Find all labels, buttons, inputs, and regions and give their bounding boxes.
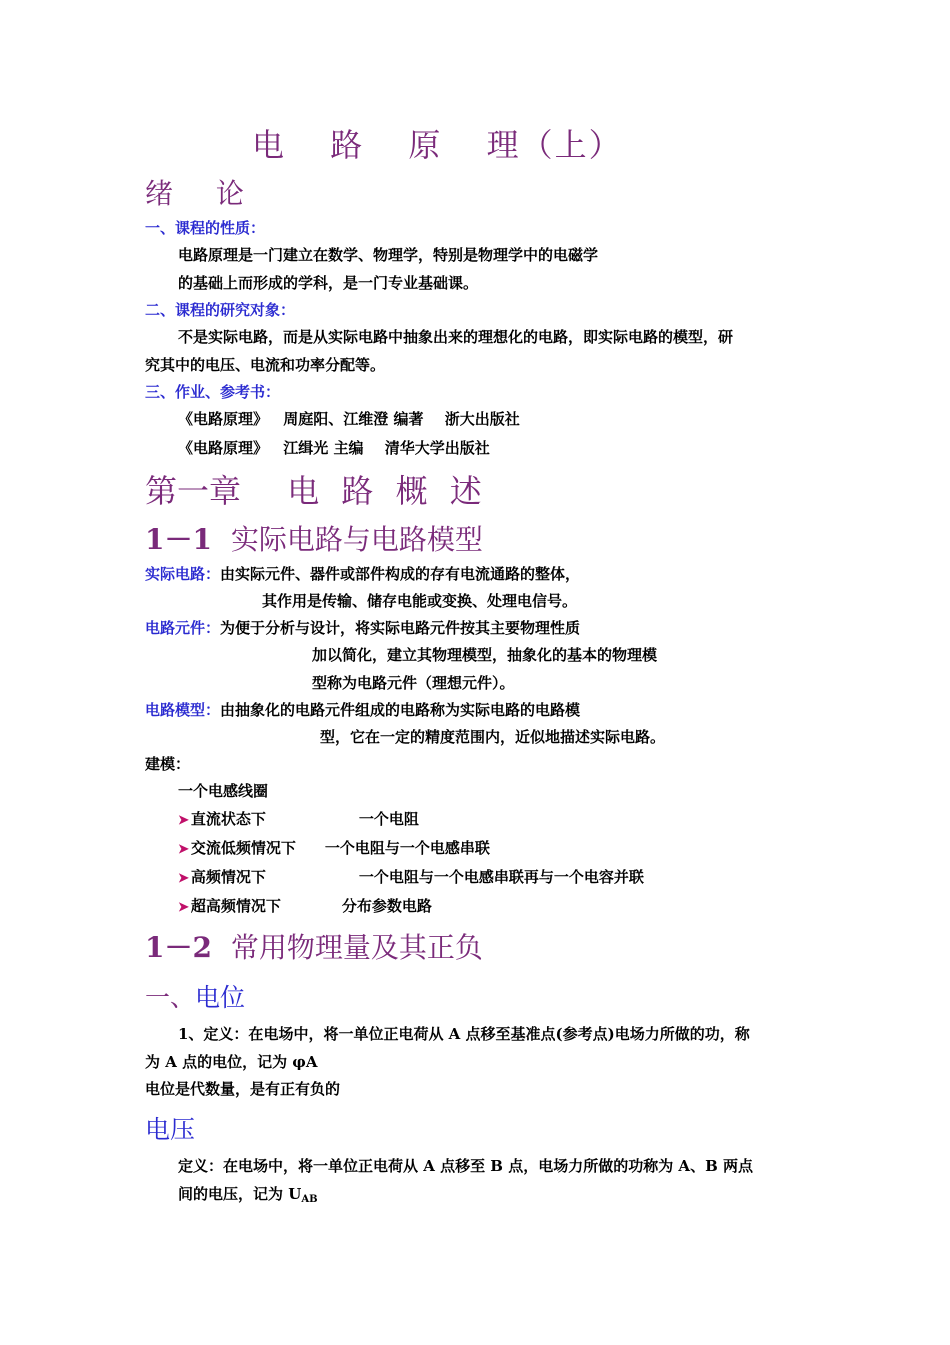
course-nature-line-1: 电路原理是一门建立在数学、物理学，特别是物理学中的电磁学 bbox=[178, 246, 599, 264]
document-title bbox=[252, 120, 623, 166]
intro-char-1: 绪 bbox=[145, 177, 174, 210]
potential-def-line-2: 为 A 点的电位，记为 φA bbox=[145, 1053, 318, 1071]
chapter-1-prefix: 第一章 bbox=[145, 472, 242, 510]
modeling-item-cond: 直流状态下 bbox=[190, 810, 266, 828]
modeling-label: 建模： bbox=[145, 755, 191, 773]
arrow-bullet-icon: ➤ bbox=[178, 871, 189, 886]
circuit-model-line-2: 型，它在一定的精度范围内，近似地描述实际电路。 bbox=[320, 728, 666, 746]
intro-char-2: 论 bbox=[215, 177, 244, 210]
modeling-item-result: 一个电阻 bbox=[358, 810, 419, 828]
modeling-item bbox=[178, 896, 432, 918]
modeling-item-cond: 超高频情况下 bbox=[190, 897, 281, 915]
circuit-model-def bbox=[145, 700, 580, 720]
real-circuit-def bbox=[145, 564, 580, 584]
modeling-item-cond: 交流低频情况下 bbox=[190, 839, 296, 857]
course-nature-heading: 一、课程的性质： bbox=[145, 219, 266, 237]
section-1-1-title: 实际电路与电路模型 bbox=[230, 523, 483, 556]
modeling-item-result: 一个电阻与一个电感串联 bbox=[324, 839, 490, 857]
title-char-3: 原 bbox=[408, 126, 443, 164]
course-nature-line-2: 的基础上而形成的学科，是一门专业基础课。 bbox=[178, 274, 479, 292]
modeling-item-result: 一个电阻与一个电感串联再与一个电容并联 bbox=[358, 868, 644, 886]
modeling-item-result: 分布参数电路 bbox=[341, 897, 432, 915]
references-heading: 三、作业、参考书： bbox=[145, 383, 281, 401]
circuit-element-def bbox=[145, 618, 580, 638]
book-2-publisher: 清华大学出版社 bbox=[384, 439, 490, 457]
book-2-name: 《电路原理》 bbox=[178, 439, 269, 457]
arrow-bullet-icon: ➤ bbox=[178, 842, 189, 857]
circuit-model-label: 电路模型： bbox=[145, 701, 221, 719]
voltage-subscript: AB bbox=[301, 1194, 318, 1205]
book-2-author: 江缉光 主编 bbox=[283, 439, 364, 457]
chapter-1-word-2: 路 bbox=[341, 472, 374, 510]
chapter-1-word-3: 概 bbox=[395, 472, 428, 510]
chapter-1-word-4: 述 bbox=[449, 472, 482, 510]
title-char-2: 路 bbox=[330, 126, 365, 164]
potential-def-line-1: 1、定义：在电场中，将一单位正电荷从 A 点移至基准点(参考点)电场力所做的功，称 bbox=[178, 1025, 750, 1043]
section-1-1-number: 1－1 bbox=[145, 523, 212, 556]
reference-book-2 bbox=[178, 438, 490, 458]
voltage-def-line-2 bbox=[178, 1184, 318, 1210]
research-object-heading: 二、课程的研究对象： bbox=[145, 301, 296, 319]
voltage-def-line-1: 定义：在电场中，将一单位正电荷从 A 点移至 B 点，电场力所做的功称为 A、B 两点 bbox=[178, 1157, 753, 1175]
section-1-1-heading bbox=[145, 518, 483, 558]
modeling-item bbox=[178, 809, 419, 831]
title-char-1: 电 bbox=[252, 126, 287, 164]
potential-note: 电位是代数量，是有正有负的 bbox=[145, 1080, 341, 1098]
book-1-author: 周庭阳、江维澄 编著 bbox=[283, 410, 424, 428]
arrow-bullet-icon: ➤ bbox=[178, 813, 189, 828]
voltage-def-line-2-text: 间的电压，记为 U bbox=[178, 1185, 302, 1203]
modeling-item bbox=[178, 838, 490, 860]
real-circuit-line-1: 由实际元件、器件或部件构成的存有电流通路的整体， bbox=[220, 565, 581, 583]
reference-book-1 bbox=[178, 409, 520, 429]
real-circuit-line-2: 其作用是传输、储存电能或变换、处理电信号。 bbox=[262, 592, 578, 610]
circuit-element-line-1: 为便于分析与设计，将实际电路元件按其主要物理性质 bbox=[220, 619, 581, 637]
book-1-name: 《电路原理》 bbox=[178, 410, 269, 428]
circuit-model-line-1: 由抽象化的电路元件组成的电路称为实际电路的电路模 bbox=[220, 701, 581, 719]
modeling-item bbox=[178, 867, 644, 889]
section-1-2-number: 1－2 bbox=[145, 931, 212, 964]
modeling-item-cond: 高频情况下 bbox=[190, 868, 266, 886]
section-1-2-heading bbox=[145, 926, 483, 966]
modeling-subject: 一个电感线圈 bbox=[178, 782, 269, 800]
real-circuit-label: 实际电路： bbox=[145, 565, 221, 583]
circuit-element-label: 电路元件： bbox=[145, 619, 221, 637]
chapter-1-word-1: 电 bbox=[287, 472, 320, 510]
research-object-line-2: 究其中的电压、电流和功率分配等。 bbox=[145, 356, 386, 374]
book-1-publisher: 浙大出版社 bbox=[444, 410, 520, 428]
circuit-element-line-2: 加以简化，建立其物理模型，抽象化的基本的物理模 bbox=[312, 646, 658, 664]
voltage-heading: 电压 bbox=[145, 1115, 196, 1144]
research-object-line-1: 不是实际电路，而是从实际电路中抽象出来的理想化的电路，即实际电路的模型，研 bbox=[178, 328, 734, 346]
potential-heading bbox=[145, 978, 245, 1014]
chapter-1-heading bbox=[145, 466, 482, 512]
potential-heading-text: 电位 bbox=[195, 983, 246, 1012]
intro-heading bbox=[145, 172, 244, 212]
arrow-bullet-icon: ➤ bbox=[178, 900, 189, 915]
section-1-2-title: 常用物理量及其正负 bbox=[230, 931, 483, 964]
potential-heading-prefix: 一、 bbox=[145, 983, 196, 1012]
circuit-element-line-3: 型称为电路元件（理想元件）。 bbox=[312, 674, 515, 692]
title-char-4: 理（上） bbox=[486, 126, 623, 164]
